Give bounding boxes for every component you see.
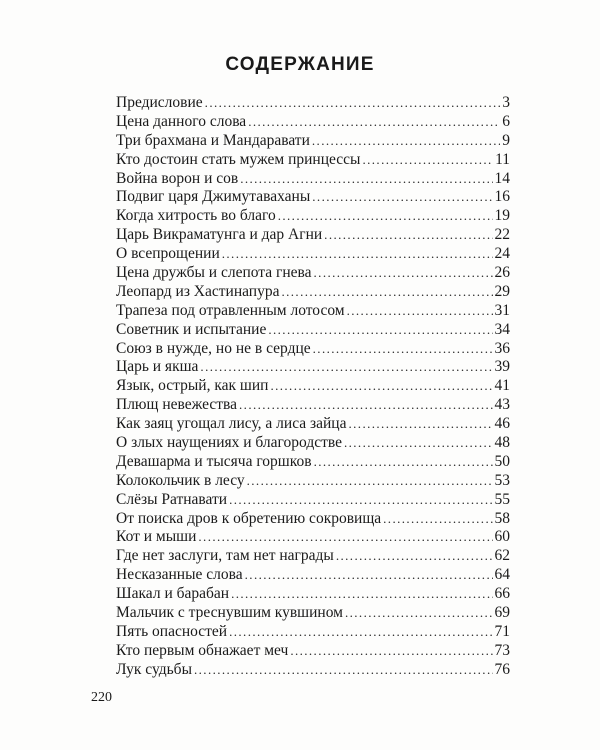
toc-entry-page: 60: [494, 528, 510, 546]
toc-entry: [116, 113, 510, 132]
toc-entry-page: 73: [494, 641, 510, 659]
toc-entry-page: 29: [494, 282, 510, 300]
toc-entry: [116, 642, 510, 661]
toc-entry-page: 43: [494, 396, 510, 414]
toc-entry: [116, 321, 510, 340]
toc-entry-page: 62: [494, 547, 510, 565]
toc-entry-title: Мальчик с треснувшим кувшином: [116, 604, 343, 622]
dot-leader: [268, 321, 492, 340]
dot-leader: [314, 264, 493, 283]
toc-entry-title: Кто первым обнажает меч: [116, 641, 289, 659]
page-title: СОДЕРЖАНИЕ: [225, 54, 375, 75]
toc-entry: [116, 94, 510, 113]
dot-leader: [313, 340, 493, 359]
toc-entry: [116, 188, 510, 207]
dot-leader: [247, 472, 493, 491]
toc-entry: [116, 472, 510, 491]
dot-leader: [205, 94, 501, 113]
dot-leader: [240, 170, 492, 189]
toc-entry: [116, 661, 510, 680]
page-number: 220: [91, 690, 112, 705]
dot-leader: [336, 547, 493, 566]
toc-entry: [116, 264, 510, 283]
toc-entry: [116, 207, 510, 226]
toc-entry-page: 69: [494, 604, 510, 622]
dot-leader: [229, 623, 492, 642]
toc-entry-title: Трапеза под отравленным лотосом: [116, 301, 345, 319]
toc-entry-page: 48: [494, 434, 510, 452]
toc-entry-title: Кот и мыши: [116, 528, 197, 546]
toc-entry-title: Подвиг царя Джимутаваханы: [116, 188, 311, 206]
toc-entry-page: 31: [494, 301, 510, 319]
toc-entry-page: 53: [494, 471, 510, 489]
dot-leader: [290, 642, 492, 661]
toc-entry-title: О всепрощении: [116, 245, 220, 263]
toc-entry-title: Царь и якша: [116, 358, 199, 376]
toc-entry-page: 16: [494, 188, 510, 206]
toc-entry: [116, 604, 510, 623]
toc-entry-title: От поиска дров к обретению сокровища: [116, 509, 382, 527]
toc-entry-title: Цена данного слова: [116, 112, 247, 130]
toc-entry-title: О злых наущениях и благородстве: [116, 434, 342, 452]
toc-entry: [116, 132, 510, 151]
toc-entry-title: Шакал и барабан: [116, 585, 230, 603]
toc-entry: [116, 510, 510, 529]
toc-entry-title: Несказанные слова: [116, 566, 243, 584]
toc-entry-title: Пять опасностей: [116, 622, 228, 640]
toc-entry-page: 11: [495, 150, 510, 168]
toc-entry: [116, 528, 510, 547]
toc-entry: [116, 491, 510, 510]
toc-entry: [116, 283, 510, 302]
toc-entry-page: 76: [494, 660, 510, 678]
dot-leader: [248, 113, 500, 132]
toc-entry-page: 26: [494, 264, 510, 282]
toc-entry: [116, 170, 510, 189]
toc-entry-title: Три брахмана и Мандаравати: [116, 131, 310, 149]
toc-entry-page: 14: [494, 169, 510, 187]
toc-entry: [116, 151, 510, 170]
dot-leader: [324, 226, 492, 245]
toc-entry: [116, 547, 510, 566]
dot-leader: [312, 132, 500, 151]
toc-entry-page: 58: [494, 509, 510, 527]
dot-leader: [349, 415, 493, 434]
toc-entry-title: Слёзы Ратнавати: [116, 490, 228, 508]
toc-entry-page: 50: [494, 452, 510, 470]
toc-entry-title: Кто достоин стать мужем принцессы: [116, 150, 361, 168]
toc-entry-page: 3: [502, 94, 510, 111]
toc-entry-title: Плющ невежества: [116, 396, 238, 414]
toc-entry-page: 46: [494, 415, 510, 433]
toc-entry-title: Война ворон и сов: [116, 169, 239, 187]
toc-entry: [116, 358, 510, 377]
toc-entry: [116, 434, 510, 453]
toc-entry-page: 34: [494, 320, 510, 338]
toc-entry-title: Язык, острый, как шип: [116, 377, 269, 395]
toc-entry: [116, 623, 510, 642]
toc-entry: [116, 415, 510, 434]
toc-entry-page: 36: [494, 339, 510, 357]
toc-entry: [116, 566, 510, 585]
toc-entry: [116, 245, 510, 264]
toc-entry: [116, 377, 510, 396]
dot-leader: [245, 566, 493, 585]
toc-entry-title: Предисловие: [116, 94, 203, 111]
dot-leader: [362, 151, 493, 170]
toc-entry-title: Царь Викраматунга и дар Агни: [116, 226, 323, 244]
toc-entry-page: 6: [502, 112, 510, 130]
toc-entry: [116, 302, 510, 321]
toc-entry-page: 19: [494, 207, 510, 225]
toc-entry-title: Союз в нужде, но не в сердце: [116, 339, 311, 357]
dot-leader: [200, 358, 492, 377]
toc-entry-title: Цена дружбы и слепота гнева: [116, 264, 312, 282]
toc-entry-title: Лук судьбы: [116, 660, 192, 678]
toc-entry-title: Леопард из Хастинапура: [116, 282, 280, 300]
toc-entry-page: 24: [494, 245, 510, 263]
toc-entry: [116, 340, 510, 359]
toc-entry-title: Девашарма и тысяча горшков: [116, 452, 312, 470]
toc-entry: [116, 226, 510, 245]
dot-leader: [281, 283, 492, 302]
dot-leader: [278, 207, 493, 226]
dot-leader: [198, 528, 492, 547]
toc-entry-title: Как заяц угощал лису, а лиса зайца: [116, 415, 347, 433]
toc-entry-page: 9: [502, 131, 510, 149]
toc-entry: [116, 585, 510, 604]
dot-leader: [222, 245, 493, 264]
toc-entry-page: 71: [494, 622, 510, 640]
toc-entry: [116, 396, 510, 415]
toc-entry-title: Где нет заслуги, там нет награды: [116, 547, 334, 565]
dot-leader: [239, 396, 492, 415]
toc-entry-title: Когда хитрость во благо: [116, 207, 276, 225]
dot-leader: [314, 453, 493, 472]
dot-leader: [229, 491, 492, 510]
table-of-contents: [116, 94, 510, 680]
dot-leader: [345, 604, 493, 623]
dot-leader: [344, 434, 493, 453]
toc-entry-page: 41: [494, 377, 510, 395]
dot-leader: [383, 510, 492, 529]
toc-entry: [116, 453, 510, 472]
toc-entry-page: 55: [494, 490, 510, 508]
dot-leader: [194, 661, 493, 680]
dot-leader: [231, 585, 492, 604]
dot-leader: [312, 188, 492, 207]
toc-entry-title: Колокольчик в лесу: [116, 471, 245, 489]
dot-leader: [347, 302, 493, 321]
toc-entry-title: Советник и испытание: [116, 320, 267, 338]
dot-leader: [270, 377, 492, 396]
toc-entry-page: 64: [494, 566, 510, 584]
toc-entry-page: 22: [494, 226, 510, 244]
toc-entry-page: 39: [494, 358, 510, 376]
toc-entry-page: 66: [494, 585, 510, 603]
